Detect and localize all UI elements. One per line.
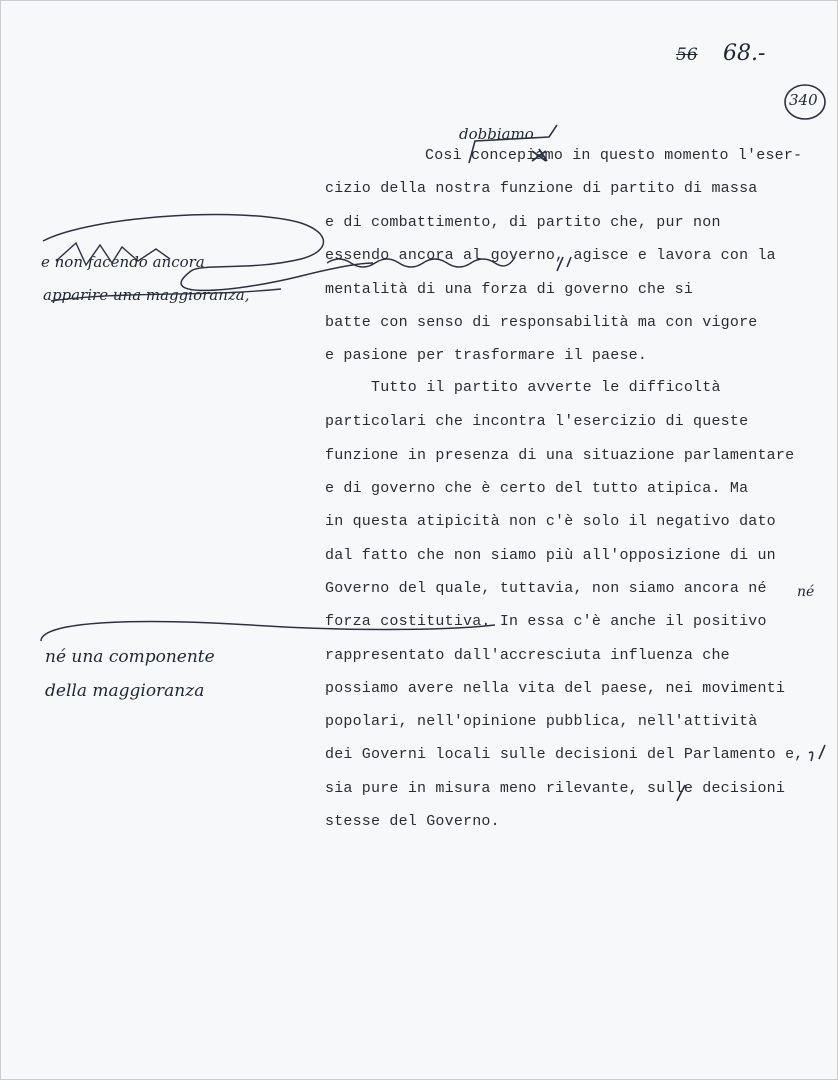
- body-line: e di combattimento, di partito che, pur non: [325, 214, 721, 231]
- body-line: rappresentato dall'accresciuta influenza che: [325, 647, 730, 664]
- body-line: funzione in presenza di una situazione parlamentare: [325, 447, 795, 464]
- body-line: e di governo che è certo del tutto atipica. Ma: [325, 480, 749, 497]
- margin-note-line: né una componente: [45, 647, 215, 667]
- insertion-word: dobbiamo: [459, 125, 534, 143]
- body-line: Così concepiamo in questo momento l'eser-: [425, 147, 803, 164]
- body-line: batte con senso di responsabilità ma con vigore: [325, 314, 758, 331]
- inline-insert-mark: né: [797, 584, 815, 600]
- struck-page-number: 56: [676, 45, 698, 65]
- body-line: Tutto il partito avverte le difficoltà: [371, 379, 721, 396]
- page-number: 68.-: [723, 41, 766, 66]
- body-line: possiamo avere nella vita del paese, nei movimenti: [325, 680, 786, 697]
- struck-margin-note-line: e non facendo ancora: [41, 253, 205, 271]
- body-line: mentalità di una forza di governo che si: [325, 281, 694, 298]
- body-line: popolari, nell'opinione pubblica, nell'attività: [325, 713, 758, 730]
- body-line: dal fatto che non siamo più all'opposizione di un: [325, 547, 776, 564]
- body-line: sia pure in misura meno rilevante, sulle decisioni: [325, 780, 786, 797]
- body-line: e pasione per trasformare il paese.: [325, 347, 648, 364]
- body-line: particolari che incontra l'esercizio di queste: [325, 413, 749, 430]
- body-line: essendo ancora al governo, agisce e lavora con la: [325, 247, 776, 264]
- body-line: cizio della nostra funzione di partito di massa: [325, 180, 758, 197]
- struck-margin-note-line: apparire una maggioranza,: [43, 286, 250, 304]
- body-line: stesse del Governo.: [325, 813, 500, 830]
- body-line: Governo del quale, tuttavia, non siamo ancora né: [325, 580, 767, 597]
- body-line: dei Governi locali sulle decisioni del Parlamento e,: [325, 746, 804, 763]
- comma-mark-2: [809, 745, 825, 761]
- body-line: in questa atipicità non c'è solo il negativo dato: [325, 513, 776, 530]
- margin-note-line: della maggioranza: [45, 681, 205, 701]
- archive-number: 340: [789, 91, 818, 109]
- body-line: forza costitutiva. In essa c'è anche il positivo: [325, 613, 767, 630]
